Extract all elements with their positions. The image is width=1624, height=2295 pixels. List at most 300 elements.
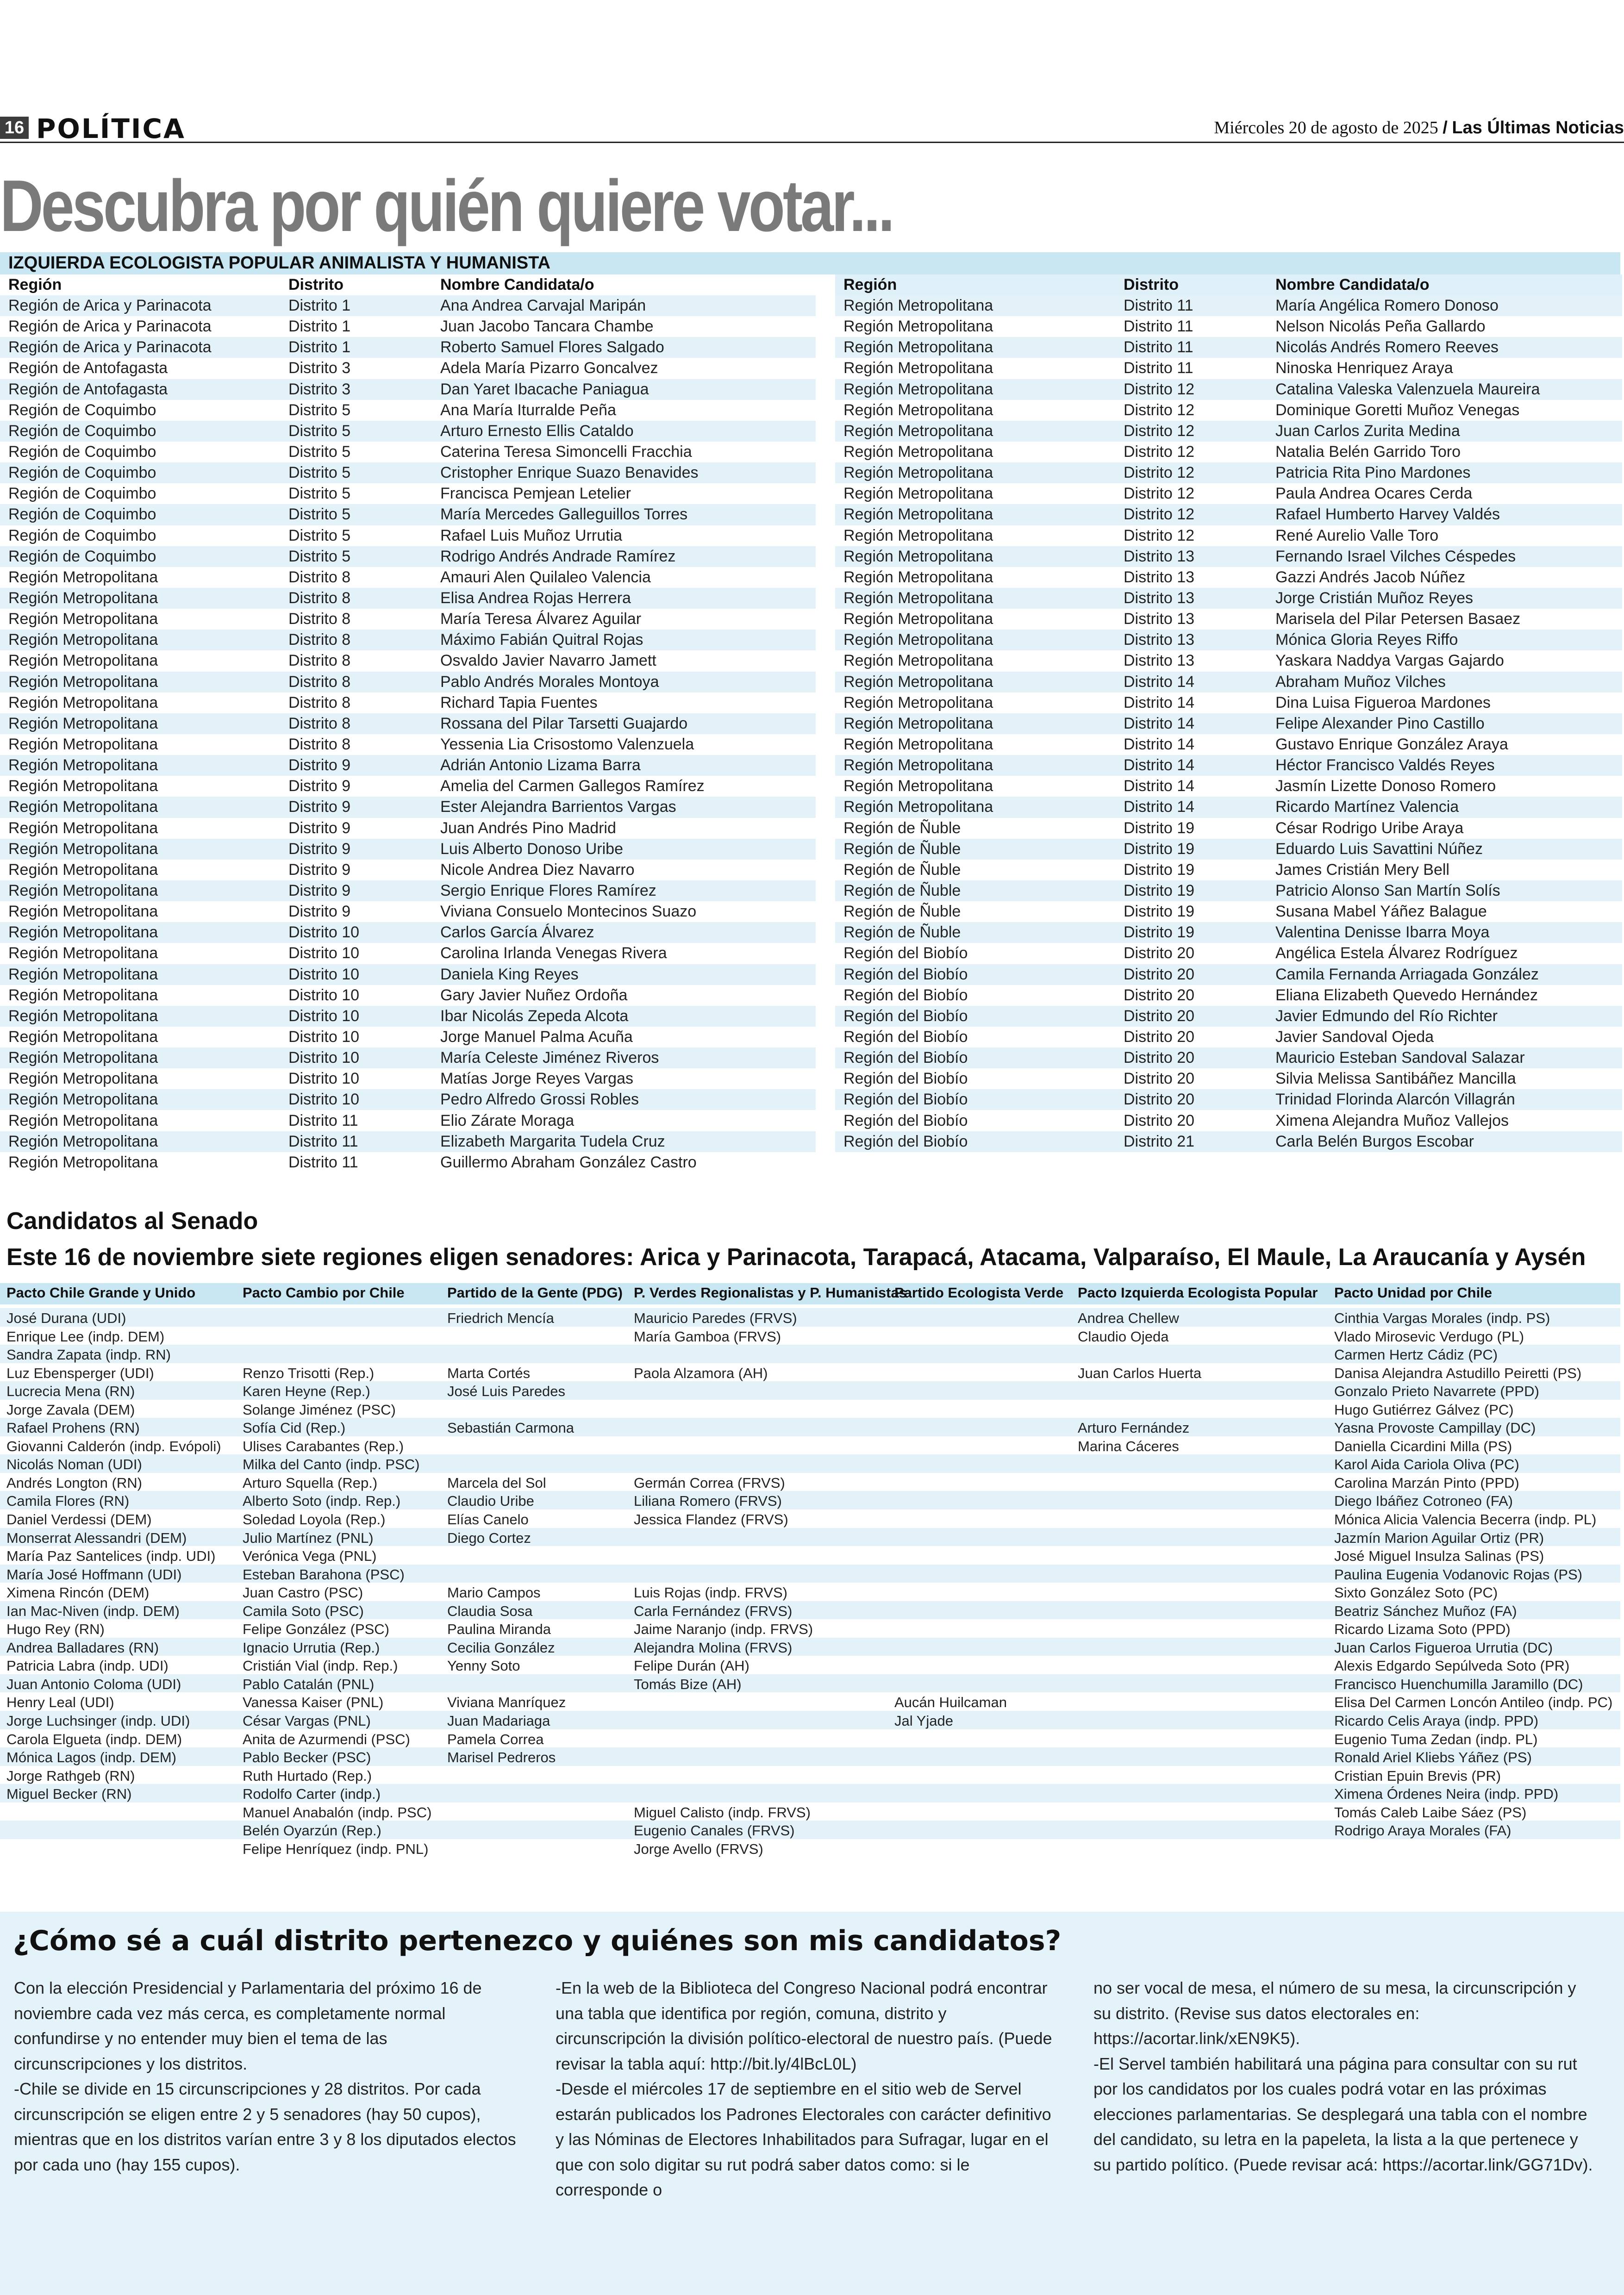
senate-candidate: Belén Oyarzún (Rep.) [243,1822,381,1839]
cell-region: Región del Biobío [835,1131,1115,1152]
table-row [0,1027,816,1048]
table-row [0,379,816,400]
cell-district: Distrito 5 [280,442,432,462]
senate-candidate: Elías Canelo [447,1511,529,1528]
table-row [0,1802,1620,1821]
table-row [835,797,1622,817]
cell-district: Distrito 12 [1115,504,1267,525]
senate-candidate: Giovanni Calderón (indp. Evópoli) [6,1438,221,1454]
cell-district: Distrito 20 [1115,985,1267,1006]
table-row [0,1656,1620,1674]
cell-name: Ana Andrea Carvajal Maripán [432,295,816,316]
senate-candidate: Hugo Rey (RN) [6,1621,105,1638]
senate-candidate: Jessica Flandez (FRVS) [634,1511,788,1528]
senate-candidate: Paola Alzamora (AH) [634,1365,768,1381]
cell-district: Distrito 8 [280,734,432,755]
table-row [0,1048,816,1068]
cell-district: Distrito 9 [280,839,432,860]
cell-region: Región de Ñuble [835,860,1115,880]
cell-region: Región Metropolitana [835,421,1115,442]
cell-district: Distrito 13 [1115,630,1267,650]
senate-candidate: Ricardo Lizama Soto (PPD) [1334,1621,1511,1638]
cell-region: Región Metropolitana [0,609,280,630]
cell-district: Distrito 8 [280,692,432,713]
cell-district: Distrito 12 [1115,400,1267,421]
column-header-district: Distrito [1115,274,1267,295]
cell-region: Región de Ñuble [835,880,1115,901]
cell-region: Región Metropolitana [835,504,1115,525]
cell-region: Región Metropolitana [0,650,280,671]
info-column-3 [1093,1976,1598,2177]
cell-district: Distrito 8 [280,567,432,588]
senate-candidate: Juan Castro (PSC) [243,1584,363,1601]
cell-district: Distrito 19 [1115,860,1267,880]
table-row [835,692,1622,713]
table-row [835,358,1622,379]
cell-name: Dina Luisa Figueroa Mardones [1267,692,1622,713]
cell-name: Eliana Elizabeth Quevedo Hernández [1267,985,1622,1006]
cell-region: Región de Coquimbo [0,442,280,462]
cell-region: Región Metropolitana [0,943,280,964]
senate-candidate: Diego Cortez [447,1529,531,1546]
cell-name: Adela María Pizarro Goncalvez [432,358,816,379]
column-header-region: Región [835,274,1115,295]
cell-district: Distrito 10 [280,985,432,1006]
senate-candidate: Pamela Correa [447,1731,544,1747]
cell-name: Trinidad Florinda Alarcón Villagrán [1267,1089,1622,1110]
table-row [0,1363,1620,1382]
table-row [0,1454,1620,1473]
senate-candidate: José Luis Paredes [447,1383,566,1400]
senate-candidate: Paulina Eugenia Vodanovic Rojas (PS) [1334,1566,1582,1583]
cell-name: Jasmín Lizette Donoso Romero [1267,776,1622,797]
info-column-2 [556,1976,1060,2203]
senate-candidate: Juan Carlos Huerta [1078,1365,1202,1381]
cell-region: Región Metropolitana [0,1068,280,1089]
senate-candidate: Aucán Huilcaman [894,1694,1007,1711]
senate-candidate: Ruth Hurtado (Rep.) [243,1767,372,1784]
senate-candidate: Arturo Fernández [1078,1420,1190,1436]
cell-district: Distrito 10 [280,922,432,943]
table-row [0,1528,1620,1547]
cell-district: Distrito 11 [1115,295,1267,316]
table-row [0,609,816,630]
cell-region: Región de Arica y Parinacota [0,316,280,337]
senate-candidate: Jorge Luchsinger (indp. UDI) [6,1713,190,1729]
senate-title: Candidatos al Senado [6,1208,258,1235]
cell-region: Región Metropolitana [0,797,280,817]
senate-candidate: Juan Carlos Figueroa Urrutia (DC) [1334,1639,1553,1656]
cell-district: Distrito 14 [1115,692,1267,713]
cell-name: Patricia Rita Pino Mardones [1267,462,1622,483]
cell-district: Distrito 13 [1115,609,1267,630]
senate-candidate: Marcela del Sol [447,1474,546,1491]
cell-name: Roberto Samuel Flores Salgado [432,337,816,358]
cell-district: Distrito 14 [1115,734,1267,755]
cell-region: Región Metropolitana [835,630,1115,650]
cell-region: Región de Coquimbo [0,546,280,567]
table-row [835,400,1622,421]
cell-district: Distrito 14 [1115,713,1267,734]
cell-name: Marisela del Pilar Petersen Basaez [1267,609,1622,630]
table-row [0,1110,816,1131]
table-row [0,1583,1620,1601]
cell-district: Distrito 10 [280,943,432,964]
senate-candidate: Paulina Miranda [447,1621,551,1638]
cell-name: Eduardo Luis Savattini Núñez [1267,839,1622,860]
cell-name: Jorge Cristián Muñoz Reyes [1267,588,1622,609]
cell-name: Richard Tapia Fuentes [432,692,816,713]
senate-candidate: Patricia Labra (indp. UDI) [6,1658,169,1674]
cell-district: Distrito 20 [1115,964,1267,985]
cell-region: Región Metropolitana [835,337,1115,358]
senate-column-header: Partido de la Gente (PDG) [447,1285,623,1301]
cell-name: Daniela King Reyes [432,964,816,985]
cell-district: Distrito 11 [280,1110,432,1131]
table-row [0,1308,1620,1327]
table-row [0,337,816,358]
table-row [0,1674,1620,1693]
cell-name: Felipe Alexander Pino Castillo [1267,713,1622,734]
cell-name: Mónica Gloria Reyes Riffo [1267,630,1622,650]
senate-candidate: César Vargas (PNL) [243,1713,371,1729]
dateline-separator: / [1443,118,1448,137]
column-header-name: Nombre Candidata/o [432,274,816,295]
cell-district: Distrito 20 [1115,943,1267,964]
senate-column-header: Partido Ecologista Verde [894,1285,1064,1301]
cell-district: Distrito 1 [280,295,432,316]
table-row [0,1821,1620,1839]
senate-candidate: Rafael Prohens (RN) [6,1420,140,1436]
table-row [0,713,816,734]
cell-name: Juan Andrés Pino Madrid [432,818,816,839]
senate-candidate: Enrique Lee (indp. DEM) [6,1328,165,1345]
cell-region: Región Metropolitana [0,901,280,922]
cell-district: Distrito 13 [1115,588,1267,609]
cell-region: Región Metropolitana [0,985,280,1006]
cell-district: Distrito 8 [280,588,432,609]
table-row [0,1546,1620,1565]
cell-region: Región Metropolitana [835,295,1115,316]
senate-candidate: Sebastián Carmona [447,1420,574,1436]
senate-candidate: Sandra Zapata (indp. RN) [6,1347,171,1363]
senate-candidate: Rodolfo Carter (indp.) [243,1786,381,1802]
cell-district: Distrito 8 [280,609,432,630]
info-paragraph: no ser vocal de mesa, el número de su mesa, la circunscripción y su distrito. (Revise sus datos electorales en: https://acortar.link/xEN9K5). [1093,1978,1576,2048]
table-row [835,839,1622,860]
table-row [835,922,1622,943]
senate-candidate: Rodrigo Araya Morales (FA) [1334,1822,1512,1839]
senate-candidate: Carola Elgueta (indp. DEM) [6,1731,182,1747]
senate-candidate: José Miguel Insulza Salinas (PS) [1334,1548,1544,1565]
table-row [0,964,816,985]
main-title: Descubra por quién quiere votar... [0,165,893,247]
cell-name: Guillermo Abraham González Castro [432,1152,816,1173]
cell-district: Distrito 21 [1115,1131,1267,1152]
cell-name: Máximo Fabián Quitral Rojas [432,630,816,650]
cell-region: Región Metropolitana [0,588,280,609]
cell-name: Mauricio Esteban Sandoval Salazar [1267,1048,1622,1068]
senate-candidate: Marta Cortés [447,1365,531,1381]
senate-candidate: Claudio Ojeda [1078,1328,1169,1345]
cell-district: Distrito 19 [1115,839,1267,860]
cell-region: Región de Antofagasta [0,379,280,400]
cell-name: Catalina Valeska Valenzuela Maureira [1267,379,1622,400]
table-row [835,442,1622,462]
cell-name: Nicolás Andrés Romero Reeves [1267,337,1622,358]
table-row [835,880,1622,901]
cell-region: Región Metropolitana [835,734,1115,755]
cell-district: Distrito 3 [280,379,432,400]
cell-district: Distrito 12 [1115,462,1267,483]
cell-region: Región Metropolitana [0,776,280,797]
cell-name: María Teresa Álvarez Aguilar [432,609,816,630]
table-row [0,421,816,442]
cell-name: Camila Fernanda Arriagada González [1267,964,1622,985]
senate-candidate: Verónica Vega (PNL) [243,1548,377,1565]
senate-candidate: Sofía Cid (Rep.) [243,1420,346,1436]
cell-region: Región de Arica y Parinacota [0,295,280,316]
senate-candidate: Jorge Zavala (DEM) [6,1401,135,1418]
senate-candidate: Ronald Ariel Kliebs Yáñez (PS) [1334,1749,1532,1766]
cell-region: Región Metropolitana [0,1027,280,1048]
senate-column-header: Pacto Cambio por Chile [243,1285,405,1301]
table-row [0,295,816,316]
senate-candidate: Pablo Catalán (PNL) [243,1676,375,1692]
cell-region: Región de Ñuble [835,818,1115,839]
cell-district: Distrito 9 [280,860,432,880]
cell-name: Fernando Israel Vilches Céspedes [1267,546,1622,567]
senate-candidate: Camila Soto (PSC) [243,1603,364,1619]
table-row [835,546,1622,567]
senate-candidate: Ricardo Celis Araya (indp. PPD) [1334,1713,1539,1729]
table-row [0,316,816,337]
cell-region: Región Metropolitana [0,1131,280,1152]
cell-district: Distrito 12 [1115,525,1267,546]
cell-name: Gary Javier Nuñez Ordoña [432,985,816,1006]
cell-region: Región Metropolitana [0,1089,280,1110]
table-row [835,713,1622,734]
senate-candidate: Mónica Alicia Valencia Becerra (indp. PL) [1334,1511,1597,1528]
senate-candidate: Ignacio Urrutia (Rep.) [243,1639,380,1656]
cell-region: Región Metropolitana [0,1110,280,1131]
cell-name: Ibar Nicolás Zepeda Alcota [432,1006,816,1027]
cell-region: Región de Coquimbo [0,421,280,442]
table-row [835,1089,1622,1110]
table-row [0,1711,1620,1729]
cell-district: Distrito 1 [280,316,432,337]
senate-candidate: Andrés Longton (RN) [6,1474,142,1491]
cell-name: Javier Sandoval Ojeda [1267,1027,1622,1048]
cell-name: Elisa Andrea Rojas Herrera [432,588,816,609]
table-row [835,421,1622,442]
table-row [0,1565,1620,1583]
senate-candidate: Luz Ebensperger (UDI) [6,1365,154,1381]
cell-region: Región Metropolitana [835,567,1115,588]
table-row [835,672,1622,692]
cell-name: Silvia Melissa Santibáñez Mancilla [1267,1068,1622,1089]
senate-table [0,1308,1620,1857]
table-row [0,483,816,504]
cell-name: Nelson Nicolás Peña Gallardo [1267,316,1622,337]
senate-candidate: Alberto Soto (indp. Rep.) [243,1493,401,1509]
table-row [835,901,1622,922]
senate-candidate: Yasna Provoste Campillay (DC) [1334,1420,1536,1436]
table-row [835,316,1622,337]
cell-region: Región Metropolitana [835,358,1115,379]
senate-candidate: Alejandra Molina (FRVS) [634,1639,793,1656]
table-row [0,1418,1620,1436]
cell-district: Distrito 12 [1115,421,1267,442]
table-row [0,734,816,755]
table-row [0,462,816,483]
cell-district: Distrito 9 [280,818,432,839]
senate-column-header: P. Verdes Regionalistas y P. Humanistas [634,1285,907,1301]
cell-name: Gustavo Enrique González Araya [1267,734,1622,755]
cell-region: Región Metropolitana [835,483,1115,504]
senate-candidate: Renzo Trisotti (Rep.) [243,1365,375,1381]
cell-district: Distrito 19 [1115,818,1267,839]
cell-name: Francisca Pemjean Letelier [432,483,816,504]
cell-name: Adrián Antonio Lizama Barra [432,755,816,776]
cell-district: Distrito 5 [280,421,432,442]
senate-candidate: Danisa Alejandra Astudillo Peiretti (PS) [1334,1365,1582,1381]
senate-candidate: María Gamboa (FRVS) [634,1328,781,1345]
cell-district: Distrito 8 [280,630,432,650]
info-paragraph: Con la elección Presidencial y Parlamentaria del próximo 16 de noviembre cada vez más cerca, es completamente normal confundirse y no entender muy bien el tema de las circunscripciones y los distritos. [14,1978,482,2073]
table-row [835,379,1622,400]
cell-district: Distrito 5 [280,546,432,567]
cell-name: Javier Edmundo del Río Richter [1267,1006,1622,1027]
cell-district: Distrito 9 [280,755,432,776]
table-row [0,1473,1620,1491]
table-row [0,1747,1620,1766]
cell-name: Nicole Andrea Diez Navarro [432,860,816,880]
cell-region: Región Metropolitana [0,1152,280,1173]
senate-candidate: Gonzalo Prieto Navarrete (PPD) [1334,1383,1539,1400]
info-paragraph: -El Servel también habilitará una página para consultar con su rut por los candidatos por los cuales podrá votar en las próximas elecciones parlamentarias. Se desplegará una tabla con el nombre del candidato, su letra en la papeleta, la lista a la que pertenece y su partido político. (Puede revisar acá: https://acortar.link/GG71Dv). [1093,2054,1593,2174]
senate-candidate: Felipe Durán (AH) [634,1658,750,1674]
cell-district: Distrito 13 [1115,650,1267,671]
table-row [0,1152,816,1173]
senate-candidate: Ian Mac-Niven (indp. DEM) [6,1603,180,1619]
cell-name: Pablo Andrés Morales Montoya [432,672,816,692]
info-paragraph: -Chile se divide en 15 circunscripciones y 28 distritos. Por cada circunscripción se eligen entre 2 y 5 senadores (hay 50 cupos), mientras que en los distritos varían entre 3 y 8 los diputados electos por cada uno (hay 155 cupos). [14,2079,516,2174]
cell-district: Distrito 20 [1115,1068,1267,1089]
cell-region: Región de Coquimbo [0,483,280,504]
senate-candidate: Milka del Canto (indp. PSC) [243,1456,420,1473]
cell-region: Región de Coquimbo [0,504,280,525]
senate-candidate: Francisco Huenchumilla Jaramillo (DC) [1334,1676,1583,1692]
senate-candidate: Miguel Calisto (indp. FRVS) [634,1804,811,1821]
senate-candidate: Ulises Carabantes (Rep.) [243,1438,404,1454]
senate-candidate: Carla Fernández (FRVS) [634,1603,793,1619]
table-row [835,860,1622,880]
table-row [0,504,816,525]
cell-district: Distrito 12 [1115,442,1267,462]
cell-region: Región de Arica y Parinacota [0,337,280,358]
table-row [835,964,1622,985]
cell-region: Región Metropolitana [835,609,1115,630]
cell-region: Región Metropolitana [835,442,1115,462]
cell-name: Patricio Alonso San Martín Solís [1267,880,1622,901]
table-row [0,525,816,546]
cell-region: Región Metropolitana [835,797,1115,817]
cell-region: Región de Ñuble [835,901,1115,922]
cell-region: Región Metropolitana [0,567,280,588]
cell-region: Región de Coquimbo [0,525,280,546]
senate-candidate: Karol Aida Cariola Oliva (PC) [1334,1456,1519,1473]
table-row [0,1327,1620,1345]
senate-candidate: Jazmín Marion Aguilar Ortiz (PR) [1334,1529,1544,1546]
cell-region: Región Metropolitana [0,692,280,713]
senate-candidate: Cecilia González [447,1639,555,1656]
cell-region: Región Metropolitana [835,755,1115,776]
table-row [0,943,816,964]
table-row [0,1345,1620,1363]
cell-region: Región Metropolitana [0,672,280,692]
cell-region: Región del Biobío [835,1089,1115,1110]
table-row [0,1131,816,1152]
cell-district: Distrito 19 [1115,922,1267,943]
cell-name: Valentina Denisse Ibarra Moya [1267,922,1622,943]
info-paragraph: -En la web de la Biblioteca del Congreso Nacional podrá encontrar una tabla que identifica por región, comuna, distrito y circunscripción la división político-electoral de nuestro país. (Puede revisar la tabla aquí: http://bit.ly/4lBcL0L) [556,1978,1052,2073]
table-row [835,943,1622,964]
table-row [835,1131,1622,1152]
senate-candidate: Felipe González (PSC) [243,1621,390,1638]
cell-name: Arturo Ernesto Ellis Cataldo [432,421,816,442]
senate-candidate: Vlado Mirosevic Verdugo (PL) [1334,1328,1524,1345]
cell-name: Yessenia Lia Crisostomo Valenzuela [432,734,816,755]
info-column-1 [14,1976,518,2177]
table-row [0,630,816,650]
dateline [1214,118,1624,138]
table-row [835,776,1622,797]
senate-candidate: Ximena Órdenes Neira (indp. PPD) [1334,1786,1559,1802]
section-name: POLÍTICA [36,113,186,144]
cell-region: Región Metropolitana [0,880,280,901]
table-row [0,901,816,922]
senate-candidate: Elisa Del Carmen Loncón Antileo (indp. PC) [1334,1694,1613,1711]
cell-region: Región Metropolitana [0,860,280,880]
table-row [835,985,1622,1006]
cell-region: Región Metropolitana [0,1048,280,1068]
senate-candidate: Henry Leal (UDI) [6,1694,114,1711]
cell-name: Amauri Alen Quilaleo Valencia [432,567,816,588]
cell-region: Región del Biobío [835,1027,1115,1048]
cell-district: Distrito 11 [1115,316,1267,337]
table-row [0,588,816,609]
cell-name: Natalia Belén Garrido Toro [1267,442,1622,462]
table-row [0,1436,1620,1455]
senate-candidate: Diego Ibáñez Cotroneo (FA) [1334,1493,1513,1509]
senate-candidate: Esteban Barahona (PSC) [243,1566,405,1583]
cell-name: María Celeste Jiménez Riveros [432,1048,816,1068]
cell-district: Distrito 11 [280,1131,432,1152]
cell-name: Elio Zárate Moraga [432,1110,816,1131]
table-row [0,880,816,901]
senate-candidate: Marina Cáceres [1078,1438,1179,1454]
cell-region: Región de Coquimbo [0,400,280,421]
senate-candidate: Daniella Cicardini Milla (PS) [1334,1438,1512,1454]
senate-candidate: Lucrecia Mena (RN) [6,1383,135,1400]
cell-name: Rafael Luis Muñoz Urrutia [432,525,816,546]
cell-name: Ester Alejandra Barrientos Vargas [432,797,816,817]
cell-region: Región Metropolitana [0,839,280,860]
senate-candidate: José Durana (UDI) [6,1310,126,1326]
cell-name: Jorge Manuel Palma Acuña [432,1027,816,1048]
senate-candidate: Arturo Squella (Rep.) [243,1474,378,1491]
